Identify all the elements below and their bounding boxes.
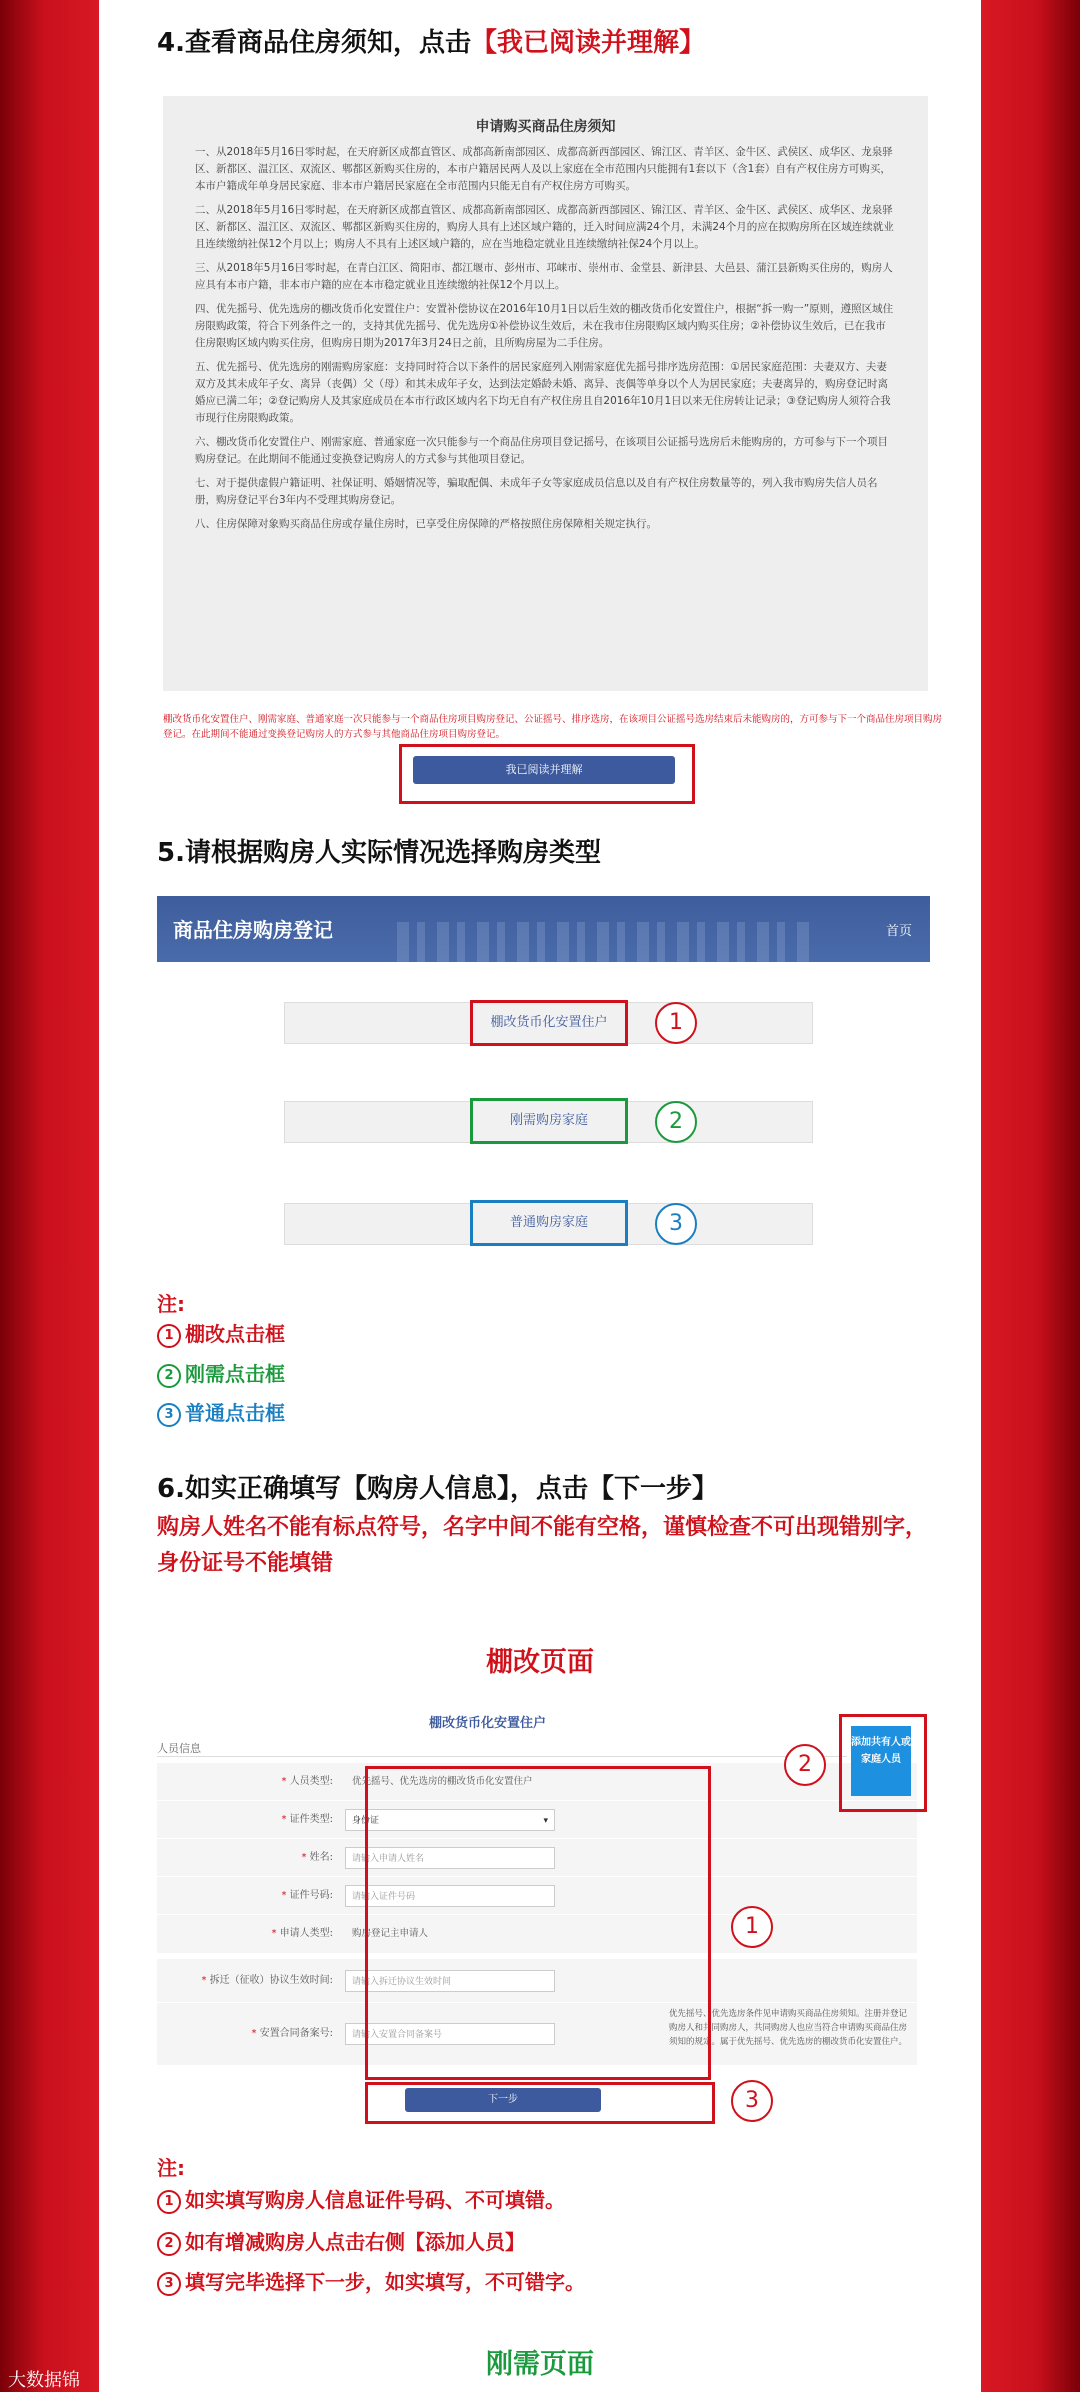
note-title: 注: (157, 2156, 185, 2180)
id-number-input[interactable]: 请输入证件号码 (345, 1885, 555, 1907)
article-page (99, 0, 981, 2392)
marker-1-icon: 1 (655, 1002, 697, 1044)
option-shantytown-button[interactable]: 棚改货币化安置住户 (470, 1000, 628, 1046)
banner-title: 商品住房购房登记 (173, 918, 333, 942)
note-item: 3 普通点击框 (157, 1397, 285, 1427)
form-row-id-number: * 证件号码: 请输入证件号码 (157, 1876, 917, 1915)
note-item: 3 填写完毕选择下一步，如实填写，不可错字。 (157, 2266, 585, 2296)
next-step-button[interactable]: 下一步 (405, 2088, 601, 2112)
note-item: 1 棚改点击框 (157, 1318, 285, 1348)
section-title-shantytown: 棚改页面 (486, 1647, 594, 1678)
watermark-logo: 大数据锦 (8, 2370, 80, 2391)
form-title: 棚改货币化安置住户 (429, 1716, 547, 1731)
note-item: 1 如实填写购房人信息证件号码、不可填错。 (157, 2184, 565, 2214)
contract-number-input[interactable]: 请输入安置合同备案号 (345, 2023, 555, 2045)
note-title: 注: (157, 1292, 185, 1316)
divider (157, 1756, 847, 1757)
agreement-time-input[interactable]: 请输入拆迁协议生效时间 (345, 1970, 555, 1992)
form-row-agreement-time: * 拆迁（征收）协议生效时间: 请输入拆迁协议生效时间 (157, 1958, 917, 2003)
option-ordinary-button[interactable]: 普通购房家庭 (470, 1200, 628, 1246)
add-person-button[interactable]: 添加共有人或家庭人员 (851, 1726, 911, 1796)
step5-heading: 5.请根据购房人实际情况选择购房类型 (157, 838, 601, 868)
home-link[interactable]: 首页 (885, 924, 912, 939)
form-row-person-type: * 人员类型: 优先摇号、优先选房的棚改货币化安置住户 (157, 1762, 917, 1801)
notice-title: 申请购买商品住房须知 (475, 119, 616, 135)
read-and-understand-button[interactable]: 我已阅读并理解 (413, 756, 675, 784)
chevron-down-icon: ▾ (543, 1816, 548, 1826)
note-item: 2 如有增减购房人点击右侧【添加人员】 (157, 2226, 525, 2256)
marker-2-icon: 2 (784, 1744, 826, 1786)
notice-warning: 棚改货币化安置住户、刚需家庭、普通家庭一次只能参与一个商品住房项目购房登记、公证摇号、排序选房，在该项目公证摇号选房结束后未能购房的，方可参与下一个商品住房项目购房登记。在此期间不能通过变换登记购房人的方式参与其他商品住房项目购房登记。 (163, 714, 943, 740)
marker-3-icon: 3 (655, 1203, 697, 1245)
step4-heading: 4.查看商品住房须知，点击【我已阅读并理解】 (157, 28, 705, 58)
notice-body: 一、从2018年5月16日零时起，在天府新区成都直管区、成都高新南部园区、成都高新西部园区、锦江区、青羊区、金牛区、武侯区、成华区、龙泉驿区、新都区、温江区、双流区、郫都区新购买住房的，本市户籍居民两人及以上家庭在全市范围内只能拥有1套以下（含1套）自有产权住房方可购买，本市户籍成年单身居民家庭、非本市户籍居民家庭在全市范围内只能无自有产权住房方可购买。 二、从2018年5月16日零时起，在天府新区成都直管区、成都高新南部园区、成都高新西部园区、锦江区、青羊区、金牛区、武侯区、成华区、龙泉驿区、新都区、温江区、双流区、郫都区新购买住房的，购房人具有上述区域户籍的，迁入时间应满24个月，未满24个月的应在拟购房所在区域连续就业且连续缴纳社保12个月以上；购房人不具有上述区域户籍的，应在当地稳定就业且连续缴纳社保24个月以上。 三、从2018年5月16日零时起，在青白江区、简阳市、都江堰市、彭州市、邛崃市、崇州市、金堂县、新津县、大邑县、蒲江县新购买住房的，购房人应具有本市户籍，非本市户籍的应在本市稳定就业且连续缴纳社保12个月以上。 四、优先摇号、优先选房的棚改货币化安置住户：安置补偿协议在2016年10月1日以后生效的棚改货币化安置住户，根据“拆一购一”原则，遵照区域住房限购政策，符合下列条件之一的，支持其优先摇号、优先选房①补偿协议生效后，未在我市住房限购区域内购买住房；②补偿协议生效后，已在我市住房限购区域内购买住房，但购房日期为2017年3月24日之前，且所购房屋为二手住房。 五、优先摇号、优先选房的刚需购房家庭：支持同时符合以下条件的居民家庭列入刚需家庭优先摇号排序选房范围：①居民家庭范围：夫妻双方、夫妻双方及其未成年子女、离异（丧偶）父（母）和其未成年子女，达到法定婚龄未婚、离异、丧偶等单身以个人为居民家庭；夫妻离异的，购房登记时离婚应已满二年；②登记购房人及其家庭成员在本市行政区域内名下均无自有产权住房且自2016年10月1日以来无住房转让记录；③登记购房人须符合我市现行住房限购政策。 六、棚改货币化安置住户、刚需家庭、普通家庭一次只能参与一个商品住房项目登记摇号，在该项目公证摇号选房后未能购房的，方可参与下一个项目购房登记。在此期间不能通过变换登记购房人的方式参与其他项目登记。 七、对于提供虚假户籍证明、社保证明、婚姻情况等，骗取配偶、未成年子女等家庭成员信息以及自有产权住房数量等的，列入我市购房失信人员名册，购房登记平台3年内不受理其购房登记。 八、住房保障对象购买商品住房或存量住房时，已享受住房保障的严格按照住房保障相关规定执行。 (195, 146, 894, 530)
form-row-contract-number: * 安置合同备案号: 请输入安置合同备案号 优先摇号、优先选房条件见申请购买商品住房须知。注册并登记购房人和共同购房人，共同购房人也应当符合申请购买商品住房须知的规定。属于优先摇号、优先选房的棚改货币化安置住户。 (157, 2002, 917, 2065)
applicant-type-value: 购房登记主申请人 (352, 1928, 429, 1939)
marker-3-icon: 3 (731, 2080, 773, 2122)
form-row-applicant-type: * 申请人类型: 购房登记主申请人 (157, 1914, 917, 1953)
marker-1-icon: 1 (731, 1906, 773, 1948)
form-row-id-type: * 证件类型: 身份证 ▾ (157, 1800, 917, 1839)
form-row-name: * 姓名: 请输入申请人姓名 (157, 1838, 917, 1877)
step6-heading: 6.如实正确填写【购房人信息】，点击【下一步】 (157, 1474, 718, 1504)
id-type-select[interactable]: 身份证 ▾ (345, 1809, 555, 1831)
form-side-note: 优先摇号、优先选房条件见申请购买商品住房须知。注册并登记购房人和共同购房人，共同购房人也应当符合申请购买商品住房须知的规定。属于优先摇号、优先选房的棚改货币化安置住户。 (669, 2009, 908, 2047)
section-title-rigid-demand: 刚需页面 (486, 2349, 594, 2380)
registration-banner (157, 896, 930, 962)
marker-2-icon: 2 (655, 1101, 697, 1143)
name-input[interactable]: 请输入申请人姓名 (345, 1847, 555, 1869)
option-rigid-demand-button[interactable]: 刚需购房家庭 (470, 1098, 628, 1144)
person-type-value: 优先摇号、优先选房的棚改货币化安置住户 (352, 1776, 533, 1787)
note-item: 2 刚需点击框 (157, 1358, 285, 1388)
purchase-notice-panel (163, 96, 928, 691)
skyline-decoration (397, 922, 817, 962)
name-warning: 购房人姓名不能有标点符号，名字中间不能有空格，谨慎检查不可出现错别字，身份证号不能填错 (157, 1515, 928, 1576)
form-section-label: 人员信息 (157, 1742, 201, 1755)
highlight-box (365, 1766, 711, 2080)
